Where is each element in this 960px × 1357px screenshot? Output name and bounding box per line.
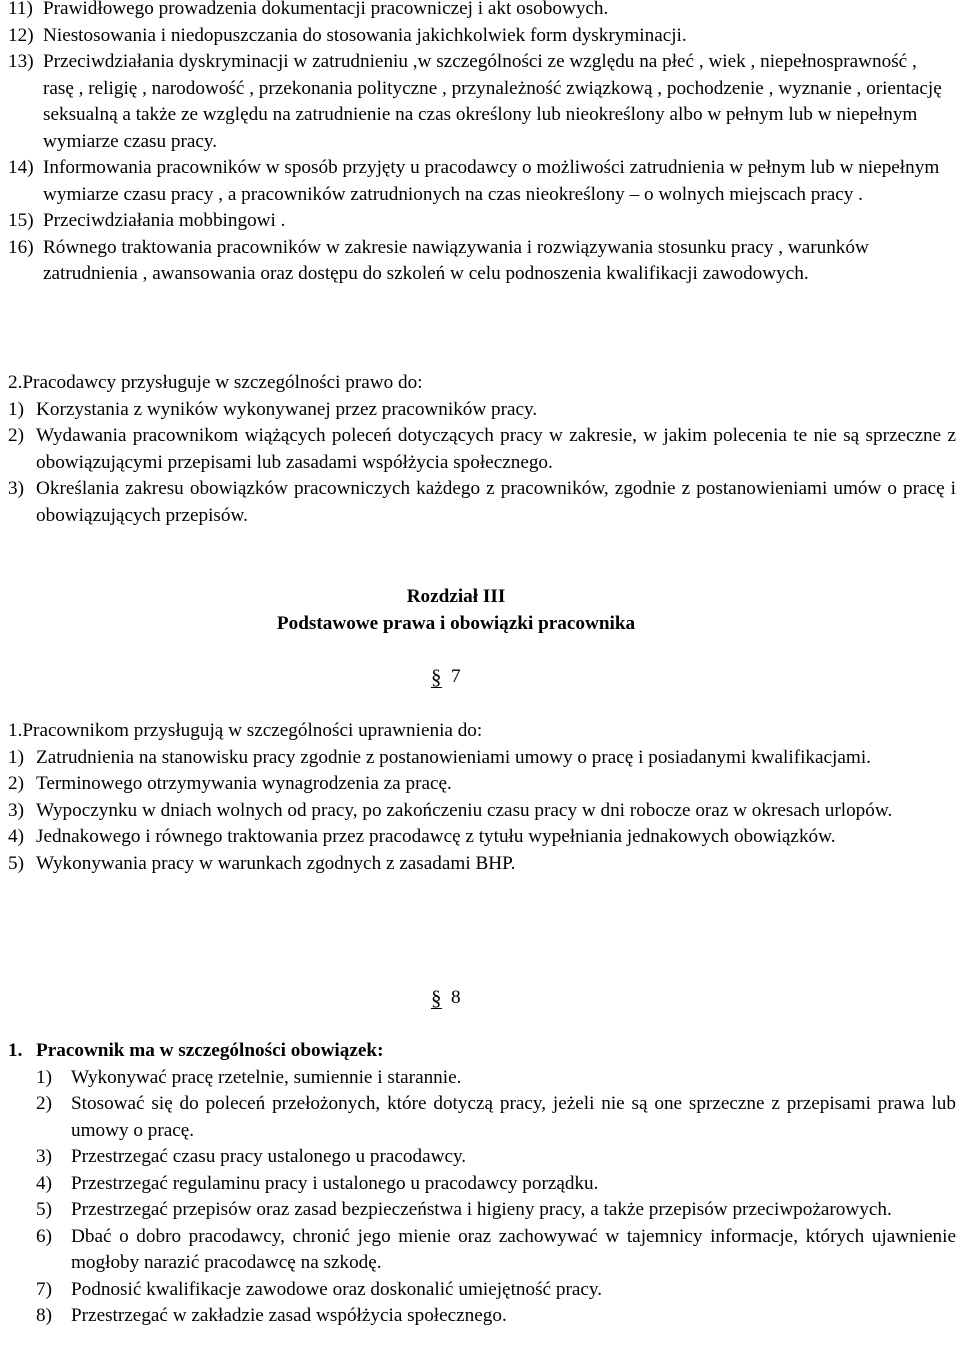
- list-section-a: [8, 0, 948, 288]
- list-item: [8, 235, 948, 288]
- item-text: Informowania pracowników w sposób przyjęty u pracodawcy o możliwości zatrudnienia w pełnym lub w niepełnym wymiarze czasu pracy , a pracowników zatrudnionych na czas nieokreślony – o wolnych miejscach pracy .: [43, 157, 940, 205]
- list-item: [36, 1171, 956, 1198]
- item-number: 2): [36, 1093, 52, 1114]
- list-section-b: [8, 370, 956, 529]
- list-item: [8, 824, 956, 851]
- item-number: 16): [8, 236, 34, 258]
- list-item: [8, 23, 948, 50]
- chapter-heading: [0, 584, 912, 637]
- item-number: 6): [36, 1225, 52, 1247]
- list-item: [8, 155, 948, 208]
- item-text: Niestosowania i niedopuszczania do stosowania jakichkolwiek form dyskryminacji.: [43, 24, 687, 46]
- intro-number: 1.: [8, 1040, 23, 1061]
- item-number: 1): [36, 1066, 52, 1088]
- list-item: [36, 1224, 956, 1277]
- paragraph-7: [8, 718, 956, 877]
- list-item: [8, 771, 956, 798]
- item-text: Przestrzegać w zakładzie zasad współżycia społecznego.: [71, 1305, 507, 1326]
- item-text: Zatrudnienia na stanowisku pracy zgodnie z postanowieniami umowy o pracę i posiadanymi kwalifikacjami.: [36, 746, 871, 768]
- list-item: [8, 0, 948, 23]
- paragraph-8: [8, 1038, 956, 1330]
- item-number: 5): [36, 1199, 52, 1220]
- list-item: [8, 798, 956, 825]
- item-text: Wydawania pracownikom wiążących poleceń dotyczących pracy w zakresie, w jakim polecenia te nie są sprzeczne z obowiązującymi przepisami lub zasadami współżycia społecznego.: [36, 425, 956, 473]
- section-intro: 1.Pracownikom przysługują w szczególności uprawnienia do:: [8, 720, 483, 741]
- chapter-subtitle: Podstawowe prawa i obowiązki pracownika: [276, 612, 636, 634]
- item-number: 1): [8, 398, 24, 420]
- list-item: [36, 1144, 956, 1171]
- item-number: 3): [8, 478, 24, 499]
- list-item: [8, 397, 956, 424]
- item-text: Przestrzegać czasu pracy ustalonego u pracodawcy.: [71, 1146, 467, 1167]
- list-item: [36, 1197, 956, 1224]
- list-item: [8, 49, 948, 155]
- chapter-title: Rozdział III: [406, 586, 506, 607]
- item-text: Wykonywania pracy w warunkach zgodnych z zasadami BHP.: [36, 852, 516, 874]
- item-number: 12): [8, 24, 34, 46]
- item-text: Stosować się do poleceń przełożonych, które dotyczą pracy, jeżeli nie są one sprzeczne z przepisami prawa lub umowy o pracę.: [71, 1093, 956, 1141]
- list-item: [36, 1065, 956, 1092]
- section-number: 8: [451, 987, 461, 1008]
- item-number: 4): [36, 1172, 52, 1194]
- item-number: 11): [8, 0, 33, 19]
- item-number: 7): [36, 1278, 52, 1300]
- item-number: 15): [8, 210, 34, 231]
- section-symbol: §: [431, 665, 442, 689]
- item-text: Dbać o dobro pracodawcy, chronić jego mienie oraz zachowywać w tajemnicy informacje, których ujawnienie mogłoby narazić pracodawcę na szkodę.: [71, 1225, 956, 1273]
- item-number: 4): [8, 826, 24, 847]
- paragraph-8-marker: [431, 985, 491, 1015]
- list-item: [8, 745, 956, 772]
- item-number: 3): [36, 1146, 52, 1167]
- item-number: 5): [8, 852, 24, 874]
- item-text: Równego traktowania pracowników w zakresie nawiązywania i rozwiązywania stosunku pracy , warunków zatrudnienia , awansowania oraz dostępu do szkoleń w celu podnoszenia kwalifikacji zawodowych.: [43, 236, 869, 284]
- item-text: Jednakowego i równego traktowania przez pracodawcę z tytułu wypełniania jednakowych obowiązków.: [36, 826, 836, 847]
- list-item: [36, 1277, 956, 1304]
- item-number: 13): [8, 51, 34, 72]
- item-number: 1): [8, 746, 24, 768]
- section-intro: [8, 1038, 956, 1065]
- list-item: [8, 851, 956, 878]
- list-item: [36, 1303, 956, 1330]
- item-text: Przestrzegać przepisów oraz zasad bezpieczeństwa i higieny pracy, a także przepisów przeciwpożarowych.: [71, 1199, 892, 1220]
- list-item: [36, 1091, 956, 1144]
- paragraph-7-marker: [431, 664, 491, 694]
- item-text: Terminowego otrzymywania wynagrodzenia za pracę.: [36, 773, 452, 794]
- section-intro: 2.Pracodawcy przysługuje w szczególności prawo do:: [8, 372, 423, 393]
- section-number: 7: [451, 666, 461, 687]
- item-text: Przeciwdziałania dyskryminacji w zatrudnieniu ,w szczególności ze względu na płeć , wiek , niepełnosprawność , rasę , religię , narodowość , przekonania polityczne , przynależność związkową , pochodzenie , wyznanie , orientację seksualną a także ze względu na zatrudnienie na czas określony lub nieokreślony albo w pełnym lub w niepełnym wymiarze czasu pracy.: [43, 51, 942, 152]
- item-number: 8): [36, 1305, 52, 1326]
- item-text: Podnosić kwalifikacje zawodowe oraz doskonalić umiejętność pracy.: [71, 1278, 603, 1300]
- item-text: Wypoczynku w dniach wolnych od pracy, po zakończeniu czasu pracy w dni robocze oraz w okresach urlopów.: [36, 799, 893, 821]
- intro-text: Pracownik ma w szczególności obowiązek:: [36, 1040, 384, 1061]
- item-text: Wykonywać pracę rzetelnie, sumiennie i starannie.: [71, 1066, 462, 1088]
- list-item: [8, 208, 948, 235]
- item-number: 2): [8, 425, 24, 446]
- item-text: Przeciwdziałania mobbingowi .: [43, 210, 286, 231]
- list-item: [8, 423, 956, 476]
- section-symbol: §: [431, 986, 442, 1010]
- list-item: [8, 476, 956, 529]
- item-text: Prawidłowego prowadzenia dokumentacji pracowniczej i akt osobowych.: [43, 0, 609, 19]
- item-number: 3): [8, 799, 24, 821]
- item-number: 14): [8, 157, 34, 178]
- item-text: Korzystania z wyników wykonywanej przez pracowników pracy.: [36, 398, 538, 420]
- item-text: Przestrzegać regulaminu pracy i ustalonego u pracodawcy porządku.: [71, 1172, 599, 1194]
- item-text: Określania zakresu obowiązków pracowniczych każdego z pracowników, zgodnie z postanowieniami umów o pracę i obowiązujących przepisów.: [36, 478, 956, 526]
- item-number: 2): [8, 773, 24, 794]
